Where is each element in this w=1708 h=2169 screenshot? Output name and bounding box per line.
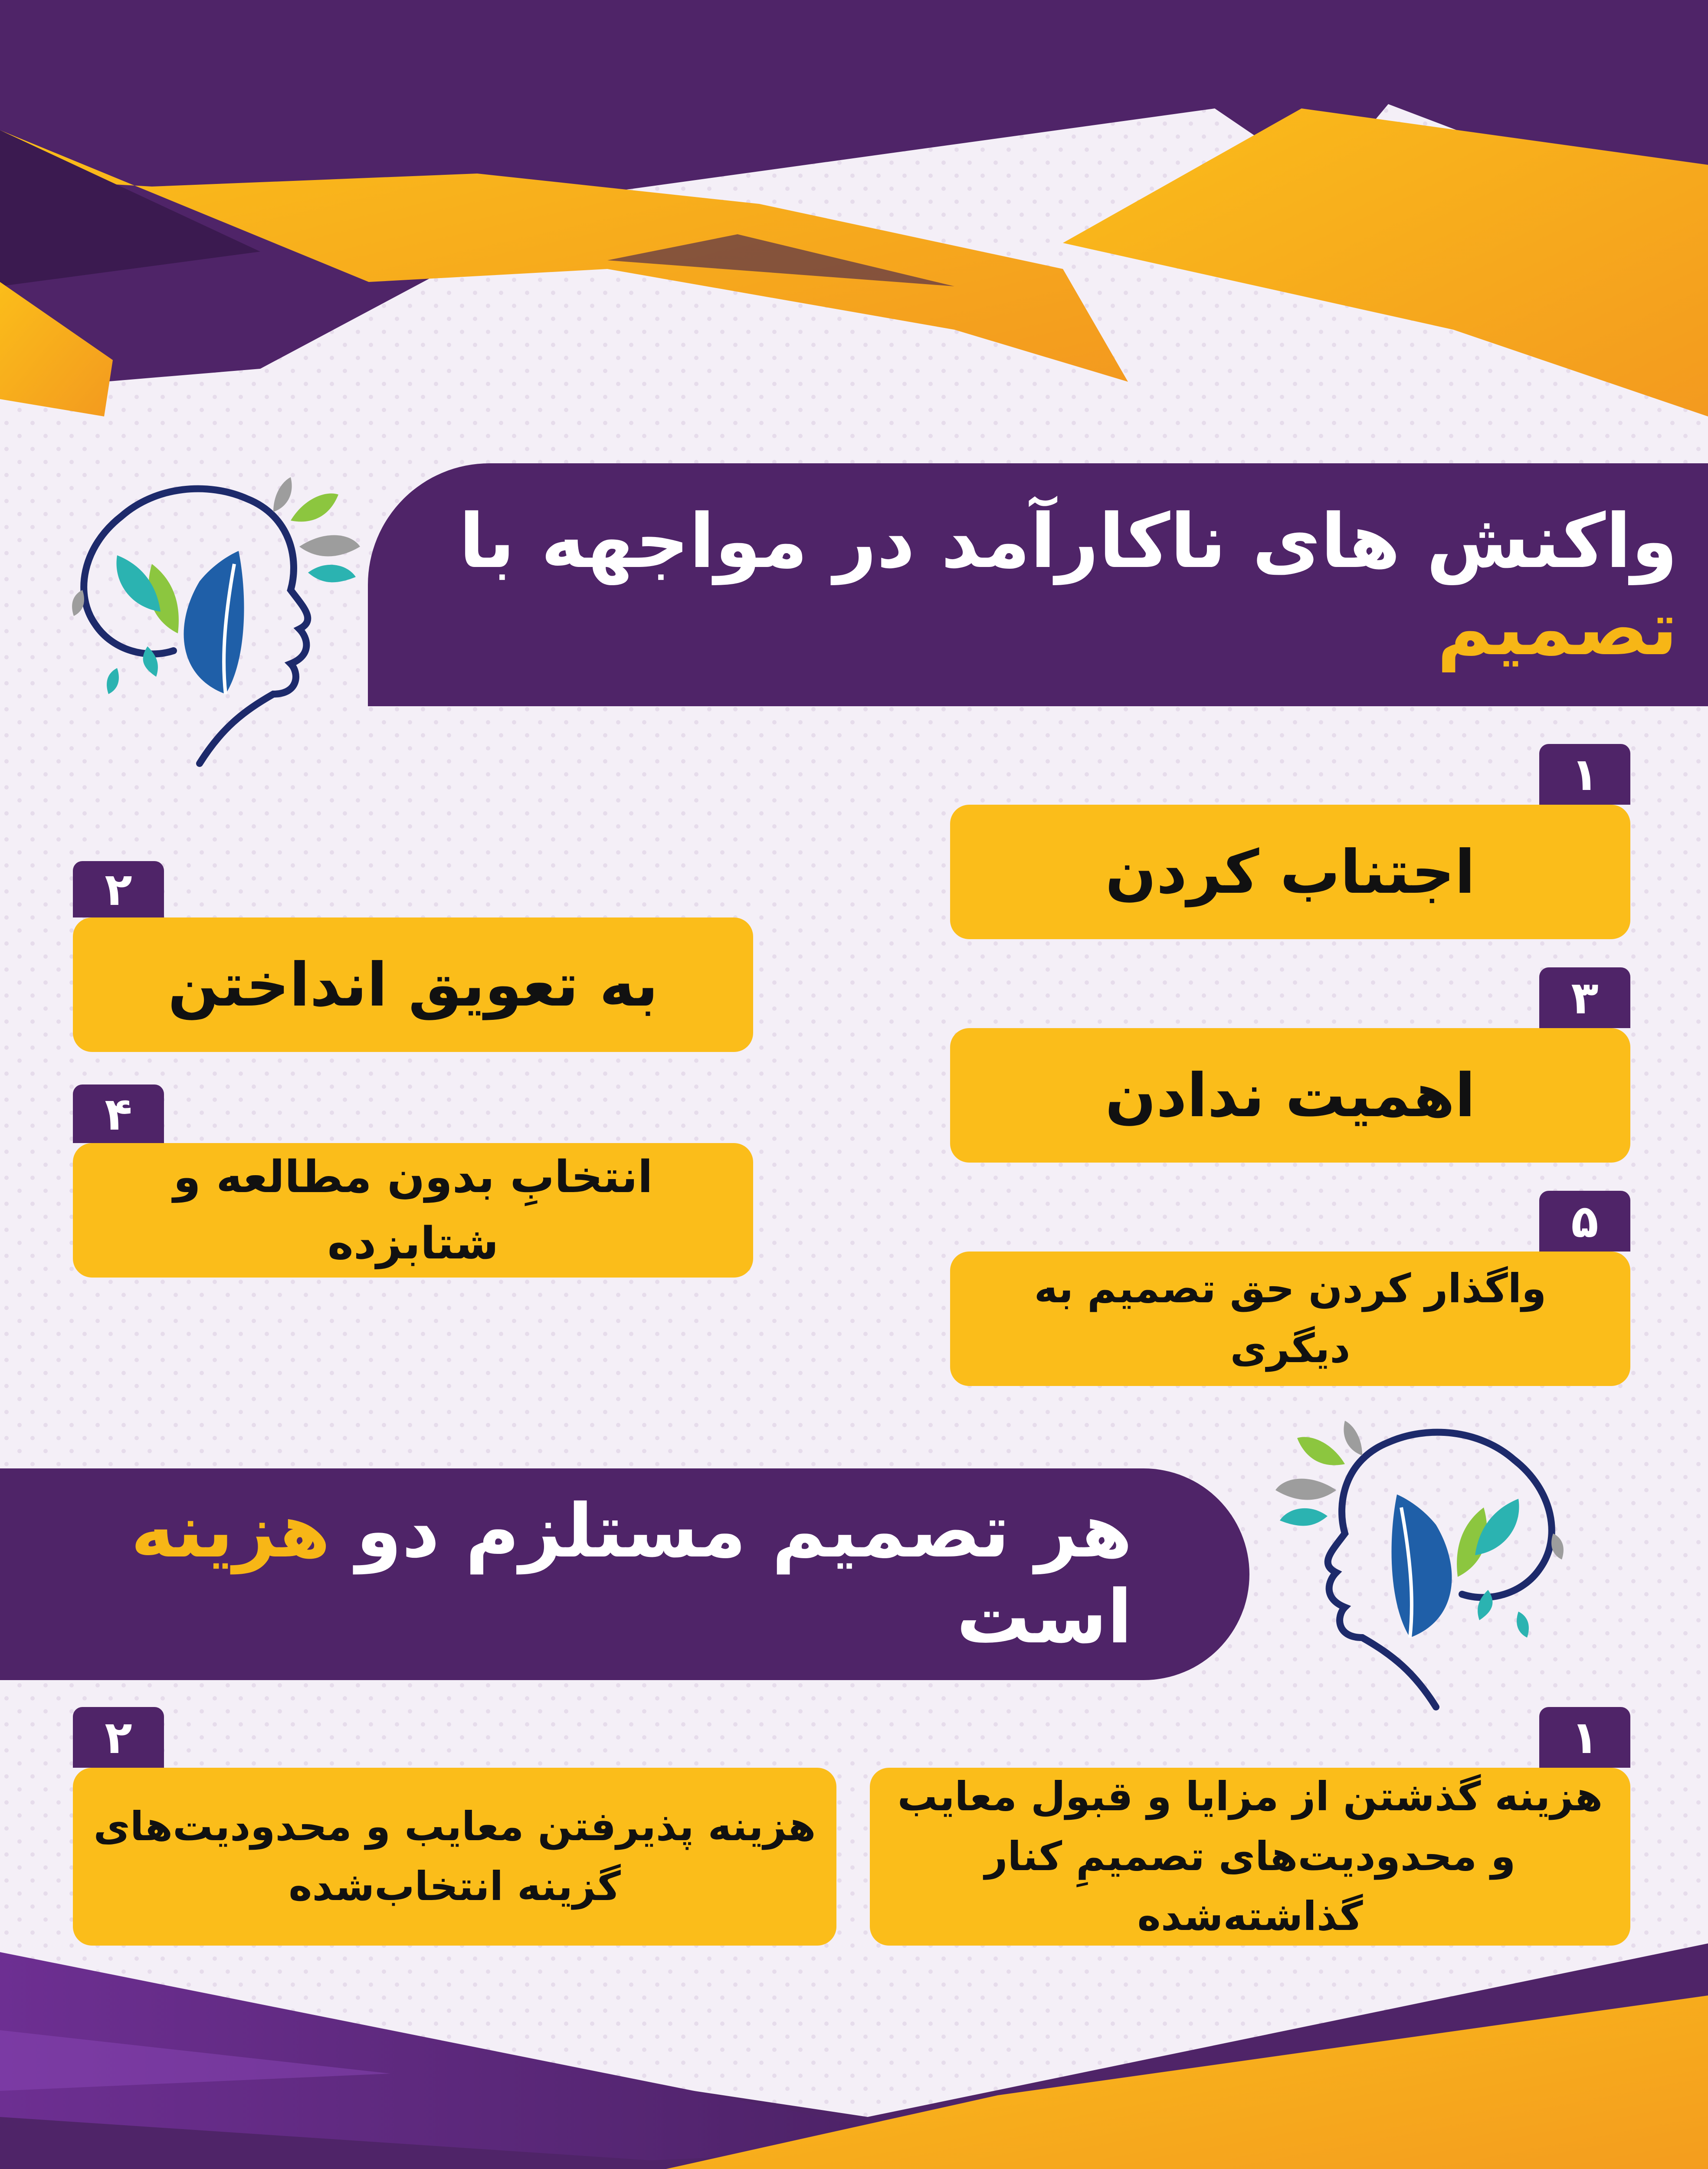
reaction-3-card: اهمیت ندادن — [950, 1028, 1630, 1163]
cost-banner — [0, 1468, 1249, 1680]
reaction-5-card: واگذار کردن حق تصمیم به دیگری — [950, 1252, 1630, 1386]
cost-2-card: هزینه‌ پذیرفتن معایب و محدودیت‌های گزینه انتخاب‌شده — [73, 1768, 836, 1946]
cost-title-highlight: هزینه — [131, 1488, 331, 1574]
cost-1-badge: ۱ — [1539, 1707, 1630, 1768]
cost-title-before: هر تصمیم مستلزم دو — [330, 1488, 1132, 1574]
reaction-2-card: به تعویق انداختن — [73, 917, 753, 1052]
reaction-1-card: اجتناب کردن — [950, 805, 1630, 939]
head-leaves-icon — [56, 451, 369, 768]
title-highlight: تصمیم — [1437, 585, 1678, 672]
cost-1-card: هزینه گذشتن از مزایا و قبول معایب و محدودیت‌های تصمیمِ کنار گذاشته‌شده — [870, 1768, 1630, 1946]
reaction-5-badge: ۵ — [1539, 1191, 1630, 1252]
reaction-4-card: انتخابِ بدون مطالعه و شتابزده — [73, 1143, 753, 1278]
reaction-3-badge: ۳ — [1539, 967, 1630, 1028]
title-banner — [368, 463, 1708, 706]
reaction-1-badge: ۱ — [1539, 744, 1630, 805]
reaction-2-badge: ۲ — [73, 861, 164, 917]
cost-2-badge: ۲ — [73, 1707, 164, 1768]
cost-title — [0, 1488, 1132, 1660]
title-main: واکنش های ناکارآمد در مواجهه با — [459, 498, 1678, 585]
title-text — [368, 498, 1678, 672]
head-leaves-icon — [1267, 1395, 1579, 1711]
reaction-4-badge: ۴ — [73, 1084, 164, 1143]
cost-title-after: است — [956, 1574, 1132, 1660]
